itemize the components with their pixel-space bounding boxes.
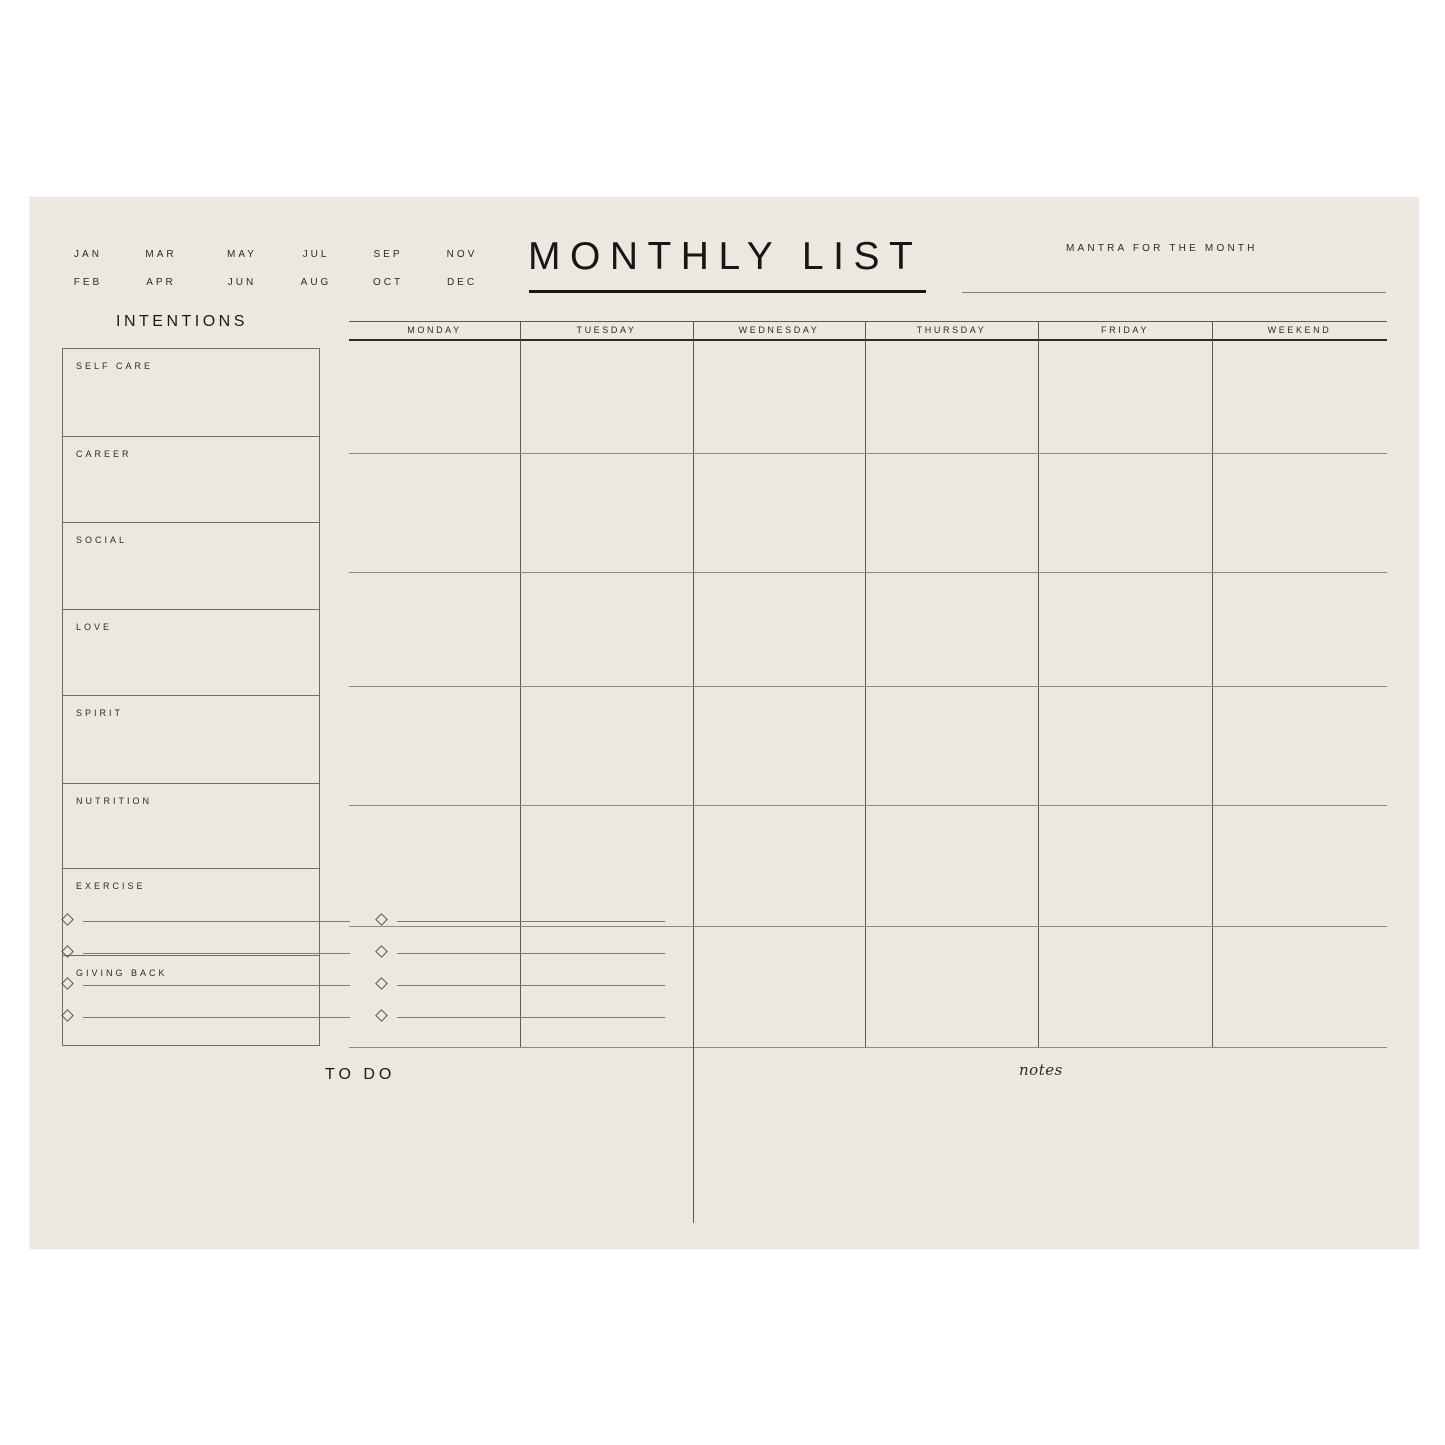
todo-line[interactable] bbox=[83, 985, 350, 986]
checkbox-diamond-icon[interactable] bbox=[375, 913, 388, 926]
calendar-day-cell[interactable] bbox=[349, 341, 520, 453]
intention-social[interactable] bbox=[63, 522, 319, 609]
calendar-day-cell[interactable] bbox=[1212, 453, 1387, 572]
calendar-row-line bbox=[349, 1047, 1387, 1048]
day-header-wednesday: WEDNESDAY bbox=[738, 325, 820, 335]
title-underline bbox=[529, 290, 926, 293]
calendar-day-cell[interactable] bbox=[1038, 805, 1212, 926]
calendar-header-divider bbox=[520, 322, 521, 340]
todo-line[interactable] bbox=[397, 953, 665, 954]
calendar-day-cell[interactable] bbox=[1212, 341, 1387, 453]
todo-item[interactable] bbox=[377, 1011, 665, 1025]
day-header-friday: FRIDAY bbox=[1101, 325, 1149, 335]
calendar-day-cell[interactable] bbox=[1038, 926, 1212, 1047]
month-dec[interactable]: DEC bbox=[446, 277, 478, 288]
todo-line[interactable] bbox=[397, 985, 665, 986]
calendar-day-cell[interactable] bbox=[1212, 686, 1387, 805]
todo-notes-divider bbox=[693, 1047, 694, 1223]
intention-label: SOCIAL bbox=[76, 535, 128, 545]
mantra-label: MANTRA FOR THE MONTH bbox=[1066, 243, 1258, 254]
calendar-day-cell[interactable] bbox=[865, 341, 1038, 453]
intentions-title: INTENTIONS bbox=[116, 313, 248, 330]
calendar-day-cell[interactable] bbox=[520, 572, 693, 686]
calendar-header-divider bbox=[1212, 322, 1213, 340]
intention-label: SELF CARE bbox=[76, 361, 154, 371]
intention-nutrition[interactable] bbox=[63, 783, 319, 868]
calendar-header-divider bbox=[1038, 322, 1039, 340]
todo-item[interactable] bbox=[377, 915, 665, 929]
page-title: MONTHLY LIST bbox=[528, 235, 923, 278]
todo-line[interactable] bbox=[83, 953, 350, 954]
intention-exercise[interactable] bbox=[63, 868, 319, 955]
calendar-day-cell[interactable] bbox=[693, 341, 865, 453]
month-jul[interactable]: JUL bbox=[302, 249, 330, 260]
calendar-day-cell[interactable] bbox=[349, 805, 520, 926]
calendar-day-cell[interactable] bbox=[1038, 341, 1212, 453]
todo-item[interactable] bbox=[63, 979, 350, 993]
calendar-day-cell[interactable] bbox=[349, 453, 520, 572]
calendar-day-cell[interactable] bbox=[693, 805, 865, 926]
calendar-header-divider bbox=[865, 322, 866, 340]
month-apr[interactable]: APR bbox=[146, 277, 176, 288]
todo-item[interactable] bbox=[63, 915, 350, 929]
intentions-box bbox=[62, 348, 320, 1046]
intention-label: SPIRIT bbox=[76, 708, 124, 718]
month-aug[interactable]: AUG bbox=[300, 277, 332, 288]
month-feb[interactable]: FEB bbox=[73, 277, 103, 288]
month-nov[interactable]: NOV bbox=[446, 249, 478, 260]
month-mar[interactable]: MAR bbox=[145, 249, 177, 260]
intention-self-care[interactable] bbox=[63, 349, 319, 436]
calendar-top-rule bbox=[349, 321, 1387, 322]
calendar-header-divider bbox=[693, 322, 694, 340]
todo-line[interactable] bbox=[83, 921, 350, 922]
month-sep[interactable]: SEP bbox=[373, 249, 403, 260]
checkbox-diamond-icon[interactable] bbox=[61, 1009, 74, 1022]
calendar-day-cell[interactable] bbox=[693, 926, 865, 1047]
calendar-day-cell[interactable] bbox=[865, 805, 1038, 926]
month-oct[interactable]: OCT bbox=[372, 277, 404, 288]
todo-line[interactable] bbox=[83, 1017, 350, 1018]
calendar-day-cell[interactable] bbox=[349, 686, 520, 805]
month-jan[interactable]: JAN bbox=[74, 249, 102, 260]
notes-label: notes bbox=[1019, 1061, 1063, 1079]
day-header-weekend: WEEKEND bbox=[1267, 325, 1332, 335]
calendar-day-cell[interactable] bbox=[865, 926, 1038, 1047]
intention-spirit[interactable] bbox=[63, 695, 319, 783]
day-header-thursday: THURSDAY bbox=[916, 325, 987, 335]
todo-title: TO DO bbox=[325, 1066, 396, 1083]
calendar-day-cell[interactable] bbox=[1212, 926, 1387, 1047]
month-may[interactable]: MAY bbox=[227, 249, 257, 260]
intention-label: EXERCISE bbox=[76, 881, 146, 891]
calendar-day-cell[interactable] bbox=[520, 341, 693, 453]
todo-item[interactable] bbox=[63, 1011, 350, 1025]
calendar-day-cell[interactable] bbox=[1038, 686, 1212, 805]
calendar-day-cell[interactable] bbox=[693, 453, 865, 572]
intention-label: CAREER bbox=[76, 449, 132, 459]
checkbox-diamond-icon[interactable] bbox=[61, 977, 74, 990]
calendar-day-cell[interactable] bbox=[1038, 453, 1212, 572]
planner-sheet bbox=[30, 197, 1419, 1249]
calendar-day-cell[interactable] bbox=[693, 572, 865, 686]
todo-line[interactable] bbox=[397, 1017, 665, 1018]
intention-label: LOVE bbox=[76, 622, 113, 632]
day-header-monday: MONDAY bbox=[407, 325, 462, 335]
calendar-day-cell[interactable] bbox=[865, 686, 1038, 805]
checkbox-diamond-icon[interactable] bbox=[61, 913, 74, 926]
calendar-day-cell[interactable] bbox=[520, 805, 693, 926]
calendar-day-cell[interactable] bbox=[1212, 805, 1387, 926]
intention-label: GIVING BACK bbox=[76, 968, 168, 978]
todo-line[interactable] bbox=[397, 921, 665, 922]
calendar-day-cell[interactable] bbox=[520, 453, 693, 572]
todo-item[interactable] bbox=[377, 979, 665, 993]
todo-item[interactable] bbox=[63, 947, 350, 961]
calendar-day-cell[interactable] bbox=[349, 572, 520, 686]
month-jun[interactable]: JUN bbox=[227, 277, 257, 288]
calendar-day-cell[interactable] bbox=[1038, 572, 1212, 686]
intention-love[interactable] bbox=[63, 609, 319, 695]
calendar-day-cell[interactable] bbox=[865, 572, 1038, 686]
checkbox-diamond-icon[interactable] bbox=[375, 945, 388, 958]
calendar-day-cell[interactable] bbox=[520, 686, 693, 805]
checkbox-diamond-icon[interactable] bbox=[375, 977, 388, 990]
checkbox-diamond-icon[interactable] bbox=[375, 1009, 388, 1022]
checkbox-diamond-icon[interactable] bbox=[61, 945, 74, 958]
calendar-day-cell[interactable] bbox=[1212, 572, 1387, 686]
mantra-input-line[interactable] bbox=[962, 292, 1386, 293]
calendar-day-cell[interactable] bbox=[865, 453, 1038, 572]
intention-career[interactable] bbox=[63, 436, 319, 522]
calendar-day-cell[interactable] bbox=[693, 686, 865, 805]
intention-giving-back[interactable] bbox=[63, 955, 319, 1047]
todo-item[interactable] bbox=[377, 947, 665, 961]
day-header-tuesday: TUESDAY bbox=[576, 325, 637, 335]
intention-label: NUTRITION bbox=[76, 796, 152, 806]
